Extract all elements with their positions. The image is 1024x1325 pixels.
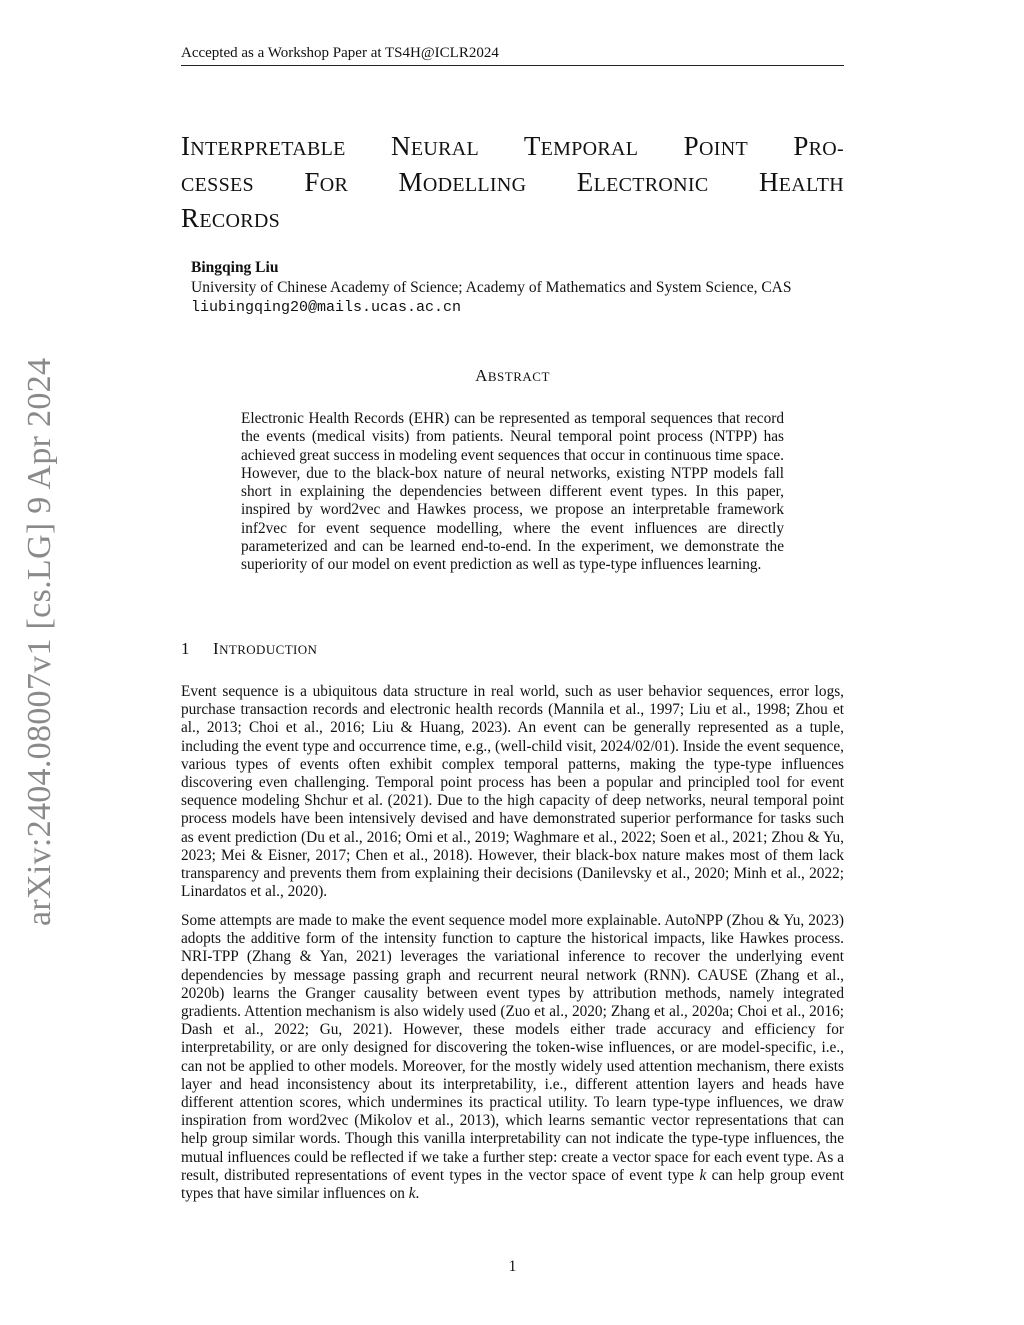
section-heading-introduction: 1 INTRODUCTION [181,639,318,658]
author-block [191,258,844,318]
title-word: RECORDS [181,203,281,233]
title-word: INTERPRETABLE [181,131,346,161]
arxiv-identifier-stamp: arXiv:2404.08007v1 [cs.LG] 9 Apr 2024 [21,357,58,926]
title-word: POINT [683,131,748,161]
intro-paragraph-2: Some attempts are made to make the event sequence model more explainable. AutoNPP (Zhou & Yu, 2023) adopts the additive form of the intensity function to capture the historical impacts, like Hawkes process. NRI-TPP (Zhang & Yan, 2021) leverages the variational inference to recover the underlying event dependencies by message passing graph and recurrent neural network (RNN). CAUSE (Zhang et al., 2020b) learns the Granger causality between event types by attribution methods, namely integrated gradients. Attention mechanism is also widely used (Zuo et al., 2020; Zhang et al., 2020a; Choi et al., 2016; Dash et al., 2022; Gu, 2021). However, these models either trade accuracy and efficiency for interpretability, or are only designed for discovering the token-wise influences, or are model-specific, i.e., can not be applied to other models. Moreover, for the mostly widely used attention mechanism, there exists layer and head inconsistency about its interpretability, i.e., different attention layers and heads have different attention scores, which undermines its practical utility. To learn type-type influences, we draw inspiration from word2vec (Mikolov et al., 2013), which learns semantic vector representations that can help group similar words. Though this vanilla interpretability can not indicate the type-type influences, the mutual influences could be reflected if we take a further step: create a vector space for each event type. As a result, distributed representations of event types in the vector space of event type k can help group event types that have similar influences on k. [181,912,844,1203]
intro-paragraph-1: Event sequence is a ubiquitous data structure in real world, such as user behavior sequences, error logs, purchase transaction records and electronic health records (Mannila et al., 1997; Liu et al., 1998; Zhou et al., 2013; Choi et al., 2016; Liu & Huang, 2023). An event can be generally represented as a tuple, including the event type and occurrence time, e.g., (well-child visit, 2024/02/01). Inside the event sequence, various types of events often exhibit complex temporal patterns, making the type-type influences discovering even challenging. Temporal point process has been a popular and principled tool for event sequence modeling Shchur et al. (2021). Due to the high capacity of deep networks, neural temporal point process models have been intensively devised and have demonstrated superior performance for tasks such as event prediction (Du et al., 2016; Omi et al., 2019; Waghmare et al., 2022; Soen et al., 2021; Zhou & Yu, 2023; Mei & Eisner, 2017; Chen et al., 2018). However, their black-box nature makes most of them lack transparency and prevents them from explaining their decisions (Danilevsky et al., 2020; Minh et al., 2022; Linardatos et al., 2020). [181,683,844,901]
title-word: TEMPORAL [523,131,639,161]
section-number: 1 [181,639,190,658]
title-word: PRO- [793,131,844,161]
title-line-3 [181,202,844,238]
abstract-heading: ABSTRACT [475,366,550,385]
title-word: CESSES [181,174,254,196]
venue-header: Accepted as a Workshop Paper at TS4H@ICLR2024 [181,43,844,66]
title-word: HEALTH [758,167,844,197]
paper-title [181,130,844,238]
author-affiliation: University of Chinese Academy of Science; Academy of Mathematics and System Science, CAS [191,279,792,296]
math-variable-k: k [699,1166,707,1184]
title-line-1 [181,130,844,166]
author-name: Bingqing Liu [191,259,279,276]
abstract-text: Electronic Health Records (EHR) can be represented as temporal sequences that record the events (medical visits) from patients. Neural temporal point process (NTPP) has achieved great success in modeling event sequences that occur in continuous time space. However, due to the black-box nature of neural networks, existing NTPP models fall short in explaining the dependencies between different event types. In this paper, inspired by word2vec and Hawkes process, we propose an interpretable framework inf2vec for event sequence modelling, where the event influences are directly parameterized and can be learned end-to-end. In the experiment, we demonstrate the superiority of our model on event prediction as well as type-type influences learning. [241,410,784,574]
title-line-2 [181,166,844,202]
title-word: NEURAL [391,131,479,161]
title-word: MODELLING [398,167,527,197]
title-word: FOR [304,167,349,197]
page-number: 1 [508,1258,517,1275]
author-email: liubingqing20@mails.ucas.ac.cn [191,299,462,316]
title-word: ELECTRONIC [576,167,709,197]
math-variable-k: k [408,1185,416,1203]
